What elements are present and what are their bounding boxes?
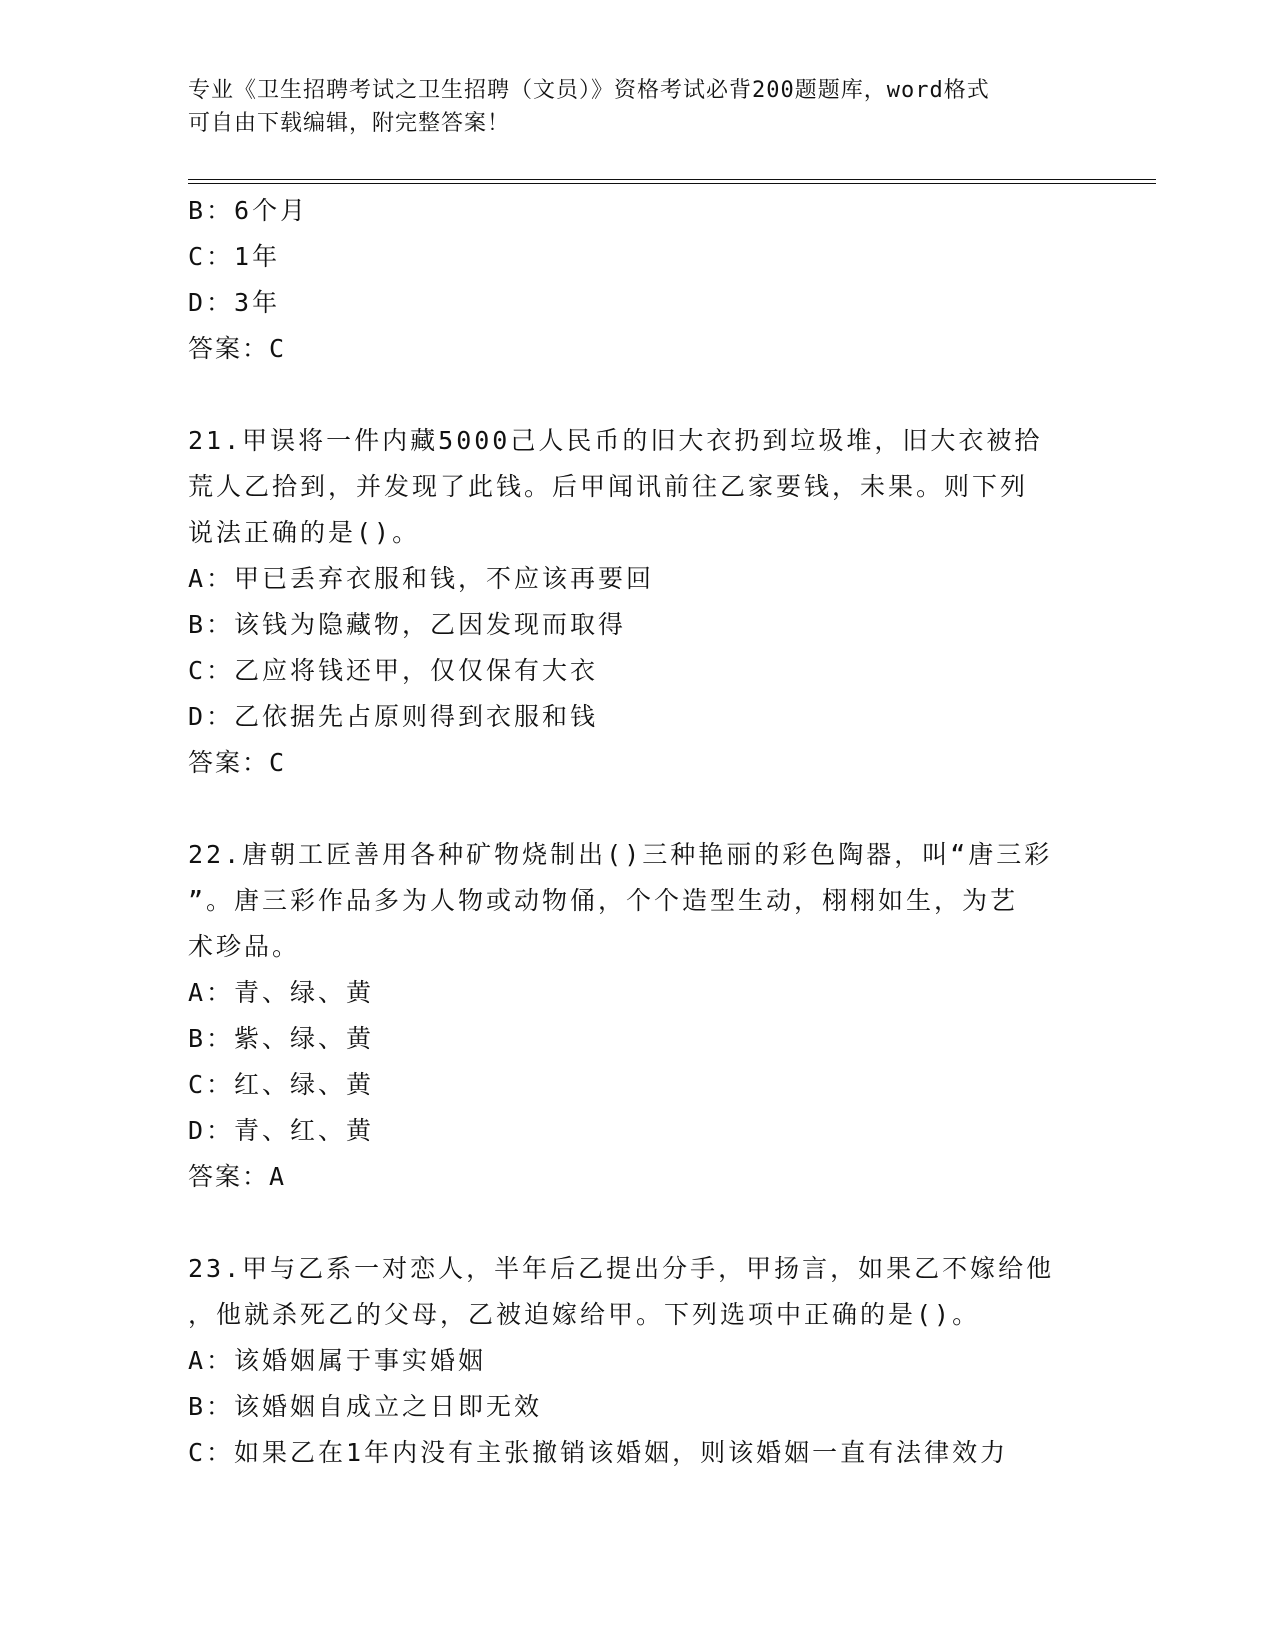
option-b: B：该婚姻自成立之日即无效 [188,1392,543,1421]
question-text [188,1246,1088,1338]
option-a: A：甲已丢弃衣服和钱，不应该再要回 [188,564,655,593]
question-text-line: 21.甲误将一件内藏5000己人民币的旧大衣扔到垃圾堆，旧大衣被拾 [188,426,1043,455]
option-b: B：紫、绿、黄 [188,1024,375,1053]
option-b: B：6个月 [188,196,309,225]
answer-line: 答案：C [188,334,287,363]
answer-line: 答案：C [188,748,287,777]
option-c: C：1年 [188,242,281,271]
header-divider-bottom [188,183,1156,184]
question-text-line: 22.唐朝工匠善用各种矿物烧制出()三种艳丽的彩色陶器，叫“唐三彩 [188,840,1053,869]
option-c: C：红、绿、黄 [188,1070,375,1099]
option-c: C：乙应将钱还甲，仅仅保有大衣 [188,656,599,685]
spacer [188,786,1088,832]
option-a: A：该婚姻属于事实婚姻 [188,1346,487,1375]
header-title-line-2: 可自由下载编辑，附完整答案！ [188,111,511,136]
document-header [188,74,1088,140]
option-d: D：3年 [188,288,281,317]
question-text-line: 23.甲与乙系一对恋人，半年后乙提出分手，甲扬言，如果乙不嫁给他 [188,1254,1055,1283]
question-text-line: 荒人乙拾到，并发现了此钱。后甲闻讯前往乙家要钱，未果。则下列 [188,472,1029,501]
question-text [188,418,1088,556]
option-d: D：乙依据先占原则得到衣服和钱 [188,702,599,731]
question-text-line: 术珍品。 [188,932,301,961]
option-d: D：青、红、黄 [188,1116,375,1145]
question-block-22 [188,832,1088,1200]
option-c: C：如果乙在1年内没有主张撤销该婚姻，则该婚姻一直有法律效力 [188,1438,1009,1467]
question-block-21 [188,418,1088,786]
option-a: A：青、绿、黄 [188,978,375,1007]
header-divider-top [188,179,1156,180]
question-text-line: 说法正确的是()。 [188,518,421,547]
question-text-line: ，他就杀死乙的父母，乙被迫嫁给甲。下列选项中正确的是()。 [188,1300,981,1329]
answer-line: 答案：A [188,1162,287,1191]
header-title-line-1: 专业《卫生招聘考试之卫生招聘（文员）》资格考试必背200题题库，word格式 [188,78,990,103]
option-b: B：该钱为隐藏物，乙因发现而取得 [188,610,627,639]
spacer [188,372,1088,418]
question-text-line: ”。唐三彩作品多为人物或动物俑，个个造型生动，栩栩如生，为艺 [188,886,1019,915]
spacer [188,1200,1088,1246]
question-block-23 [188,1246,1088,1476]
question-block-20 [188,188,1088,372]
question-text [188,832,1088,970]
question-list [188,188,1088,1476]
